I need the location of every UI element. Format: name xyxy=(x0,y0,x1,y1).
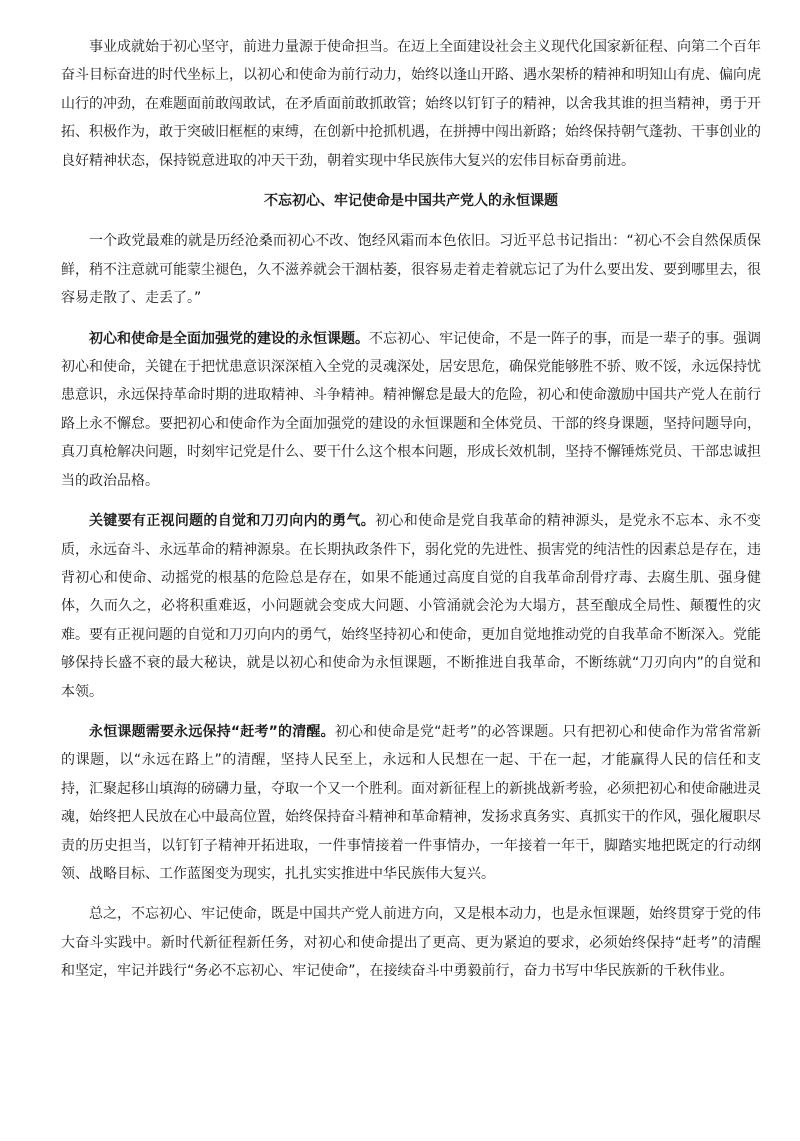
paragraph-intro xyxy=(61,33,761,175)
paragraph-text: 初心和使命是党自我革命的精神源头，是党永不忘本、永不变质，永远奋斗、永远革命的精神源泉。在长期执政条件下，弱化党的先进性、损害党的纯洁性的因素总是存在，违背初心和使命、动摇党的根基的危险总是存在，如果不能通过高度自觉的自我革命刮骨疗毒、去腐生肌、强身健体，久而久之，必将积重难返，小问题就会变成大问题、小管涌就会沦为大塌方，甚至酿成全局性、颠覆性的灾难。要有正视问题的自觉和刀刃向内的勇气，始终坚持初心和使命，更加自觉地推动党的自我革命不断深入。党能够保持长盛不衰的最大秘诀，就是以初心和使命为永恒课题，不断推进自我革命，不断练就“刀刃向内”的自觉和本领。 xyxy=(61,513,762,700)
document-body xyxy=(61,33,761,998)
paragraph-lead: 永恒课题需要永远保持“赶考”的清醒。 xyxy=(89,723,335,740)
section-heading: 不忘初心、牢记使命是中国共产党人的永恒课题 xyxy=(264,193,558,210)
paragraph-text: 初心和使命是党“赶考”的必答课题。只有把初心和使命作为常省常新的课题，以“永远在路上”的清醒，坚持人民至上，永远和人民想在一起、干在一起，才能赢得人民的信任和支持，汇聚起移山填海的磅礴力量，夺取一个又一个胜利。面对新征程上的新挑战新考验，必须把初心和使命融进灵魂，始终把人民放在心中最高位置，始终保持奋斗精神和革命精神，发扬求真务实、真抓实干的作风，强化履职尽责的历史担当，以钉钉子精神开拓进取，一件事情接着一件事情办，一年接着一年干，脚踏实地把既定的行动纲领、战略目标、工作蓝图变为现实，扎扎实实推进中华民族伟大复兴。 xyxy=(61,723,761,882)
paragraph-text: 事业成就始于初心坚守，前进力量源于使命担当。在迈上全面建设社会主义现代化国家新征程、向第二个百年奋斗目标奋进的时代坐标上，以初心和使命为前行动力，始终以逢山开路、遇水架桥的精神和明知山有虎、偏向虎山行的冲劲，在难题面前敢闯敢试，在矛盾面前敢抓敢管；始终以钉钉子的精神，以舍我其谁的担当精神，勇于开拓、积极作为，敢于突破旧框框的束缚，在创新中抢抓机遇，在拼搏中闯出新路；始终保持朝气蓬勃、干事创业的良好精神状态，保持锐意进取的冲天干劲，朝着实现中华民族伟大复兴的宏伟目标奋勇前进。 xyxy=(61,39,761,169)
paragraph-text: 总之，不忘初心、牢记使命，既是中国共产党人前进方向，又是根本动力，也是永恒课题，始终贯穿于党的伟大奋斗实践中。新时代新征程新任务，对初心和使命提出了更高、更为紧迫的要求，必须始终保持“赶考”的清醒和坚定，牢记并践行“务必不忘初心、牢记使命”，在接续奋斗中勇毅前行，奋力书写中华民族新的千秋伟业。 xyxy=(61,906,761,980)
paragraph-text: 不忘初心、牢记使命，不是一阵子的事，而是一辈子的事。强调初心和使命，关键在于把忧患意识深深植入全党的灵魂深处，居安思危，确保党能够胜不骄、败不馁，永远保持忧患意识，永远保持革命时期的进取精神、斗争精神。精神懈怠是最大的危险，初心和使命激励中国共产党人在前行路上永不懈怠。要把初心和使命作为全面加强党的建设的永恒课题和全体党员、干部的终身课题，坚持问题导向，真刀真枪解决问题，时刻牢记党是什么、要干什么这个根本问题，形成长效机制，坚持不懈锤炼党员、干部忠诚担当的政治品格。 xyxy=(61,330,761,489)
paragraph-self-revolution xyxy=(61,507,761,706)
paragraph-lead: 关键要有正视问题的自觉和刀刃向内的勇气。 xyxy=(89,513,376,530)
paragraph-quote xyxy=(61,227,761,312)
paragraph-party-building xyxy=(61,325,761,495)
paragraph-exam xyxy=(61,718,761,888)
paragraph-text: 一个政党最难的就是历经沧桑而初心不改、饱经风霜而本色依旧。习近平总书记指出：“初心不会自然保质保鲜，稍不注意就可能蒙尘褪色，久不滋养就会干涸枯萎，很容易走着走着就忘记了为什么要出发、要到哪里去，很容易走散了、走丢了。” xyxy=(61,233,761,307)
paragraph-lead: 初心和使命是全面加强党的建设的永恒课题。 xyxy=(89,330,369,347)
paragraph-conclusion xyxy=(61,900,761,985)
